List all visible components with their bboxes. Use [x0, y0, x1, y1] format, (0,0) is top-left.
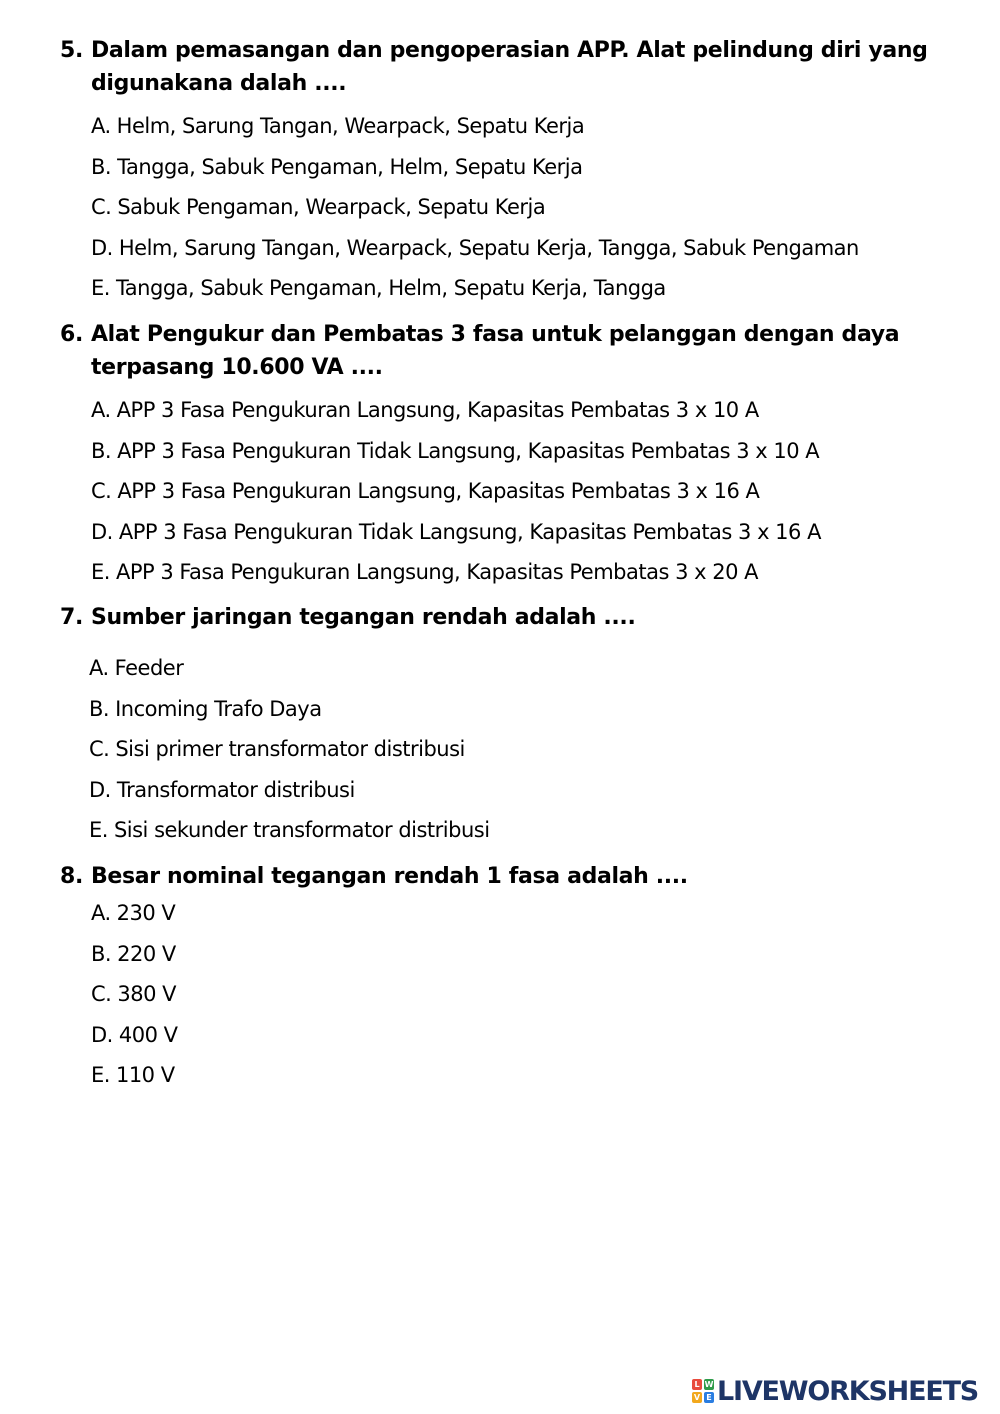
option-letter: E. [91, 560, 110, 585]
logo-letter-e: E [704, 1392, 714, 1403]
question-stem [60, 318, 940, 384]
logo-letter-l: L [692, 1379, 702, 1390]
option-list [89, 648, 940, 851]
option-text: Sisi sekunder transformator distribusi [113, 818, 490, 843]
option-letter: E. [91, 1063, 110, 1088]
question-7 [60, 601, 940, 851]
option-letter: E. [91, 276, 110, 301]
option-text: Sabuk Pengaman, Wearpack, Sepatu Kerja [117, 195, 546, 220]
question-number: 6. [60, 322, 83, 347]
option-text: Helm, Sarung Tangan, Wearpack, Sepatu Kerja, Tangga, Sabuk Pengaman [118, 235, 859, 260]
option-text: Sisi primer transformator distribusi [115, 737, 465, 762]
question-stem [60, 860, 940, 893]
option-letter: B. [89, 696, 110, 721]
option-letter: B. [91, 438, 112, 463]
question-6 [60, 318, 940, 593]
option-text: Feeder [114, 656, 184, 680]
option-letter: D. [91, 235, 113, 260]
question-5 [60, 34, 940, 309]
option-letter: E. [89, 818, 108, 843]
option-a [89, 648, 940, 689]
option-letter: C. [91, 982, 112, 1007]
option-letter: A. [91, 398, 111, 422]
option-letter: D. [89, 777, 111, 802]
question-number: 8. [60, 864, 83, 889]
option-b [91, 147, 940, 188]
option-list [91, 893, 940, 1096]
question-text: Sumber jaringan tegangan rendah adalah .... [91, 605, 636, 630]
option-letter: A. [89, 656, 109, 680]
liveworksheets-logo-icon [692, 1379, 714, 1403]
option-b [91, 934, 940, 975]
option-text: 110 V [115, 1063, 175, 1088]
logo-letter-w: W [704, 1380, 714, 1389]
option-letter: D. [91, 519, 113, 544]
liveworksheets-logo [692, 1373, 978, 1409]
question-text: Alat Pengukur dan Pembatas 3 fasa untuk pelanggan dengan daya terpasang 10.600 VA .... [91, 322, 900, 380]
option-text: Transformator distribusi [116, 777, 355, 802]
option-letter: A. [91, 901, 111, 925]
question-stem [60, 34, 940, 100]
brand-name: LIVEWORKSHEETS [717, 1375, 979, 1407]
option-text: APP 3 Fasa Pengukuran Langsung, Kapasitas Pembatas 3 x 16 A [117, 479, 760, 504]
option-text: Tangga, Sabuk Pengaman, Helm, Sepatu Kerja, Tangga [115, 276, 666, 301]
option-text: APP 3 Fasa Pengukuran Langsung, Kapasitas Pembatas 3 x 10 A [116, 398, 759, 422]
option-d [91, 228, 940, 269]
option-b [91, 431, 940, 472]
question-number: 7. [60, 605, 83, 630]
option-text: 380 V [117, 982, 176, 1007]
option-list [91, 390, 940, 593]
option-letter: B. [91, 154, 112, 179]
option-letter: D. [91, 1022, 113, 1047]
option-d [91, 1015, 940, 1056]
option-text: Helm, Sarung Tangan, Wearpack, Sepatu Kerja [116, 114, 585, 138]
question-stem [60, 601, 940, 634]
option-text: Tangga, Sabuk Pengaman, Helm, Sepatu Kerja [117, 154, 583, 179]
option-text: 220 V [117, 941, 176, 966]
option-d [89, 770, 940, 811]
option-text: APP 3 Fasa Pengukuran Langsung, Kapasitas Pembatas 3 x 20 A [115, 560, 758, 585]
option-e [91, 268, 940, 309]
option-letter: C. [91, 195, 112, 220]
question-number: 5. [60, 38, 83, 63]
option-c [91, 187, 940, 228]
option-e [91, 1055, 940, 1096]
option-a [91, 390, 940, 431]
option-letter: C. [91, 479, 112, 504]
option-letter: B. [91, 941, 112, 966]
option-text: APP 3 Fasa Pengukuran Tidak Langsung, Kapasitas Pembatas 3 x 10 A [117, 438, 820, 463]
option-letter: C. [89, 737, 110, 762]
option-c [89, 729, 940, 770]
option-b [89, 689, 940, 730]
option-e [89, 810, 940, 851]
option-text: APP 3 Fasa Pengukuran Tidak Langsung, Kapasitas Pembatas 3 x 16 A [118, 519, 821, 544]
option-text: 230 V [116, 901, 176, 925]
option-text: 400 V [118, 1022, 178, 1047]
question-8 [60, 860, 940, 1096]
question-text: Dalam pemasangan dan pengoperasian APP. Alat pelindung diri yang digunakana dalah .... [91, 38, 928, 96]
option-c [91, 974, 940, 1015]
option-a [91, 106, 940, 147]
option-d [91, 512, 940, 553]
option-e [91, 552, 940, 593]
option-a [91, 893, 940, 934]
option-list [91, 106, 940, 309]
option-text: Incoming Trafo Daya [115, 696, 322, 721]
option-c [91, 471, 940, 512]
question-text: Besar nominal tegangan rendah 1 fasa adalah .... [91, 864, 688, 889]
logo-letter-v: V [693, 1393, 701, 1402]
option-letter: A. [91, 114, 111, 138]
